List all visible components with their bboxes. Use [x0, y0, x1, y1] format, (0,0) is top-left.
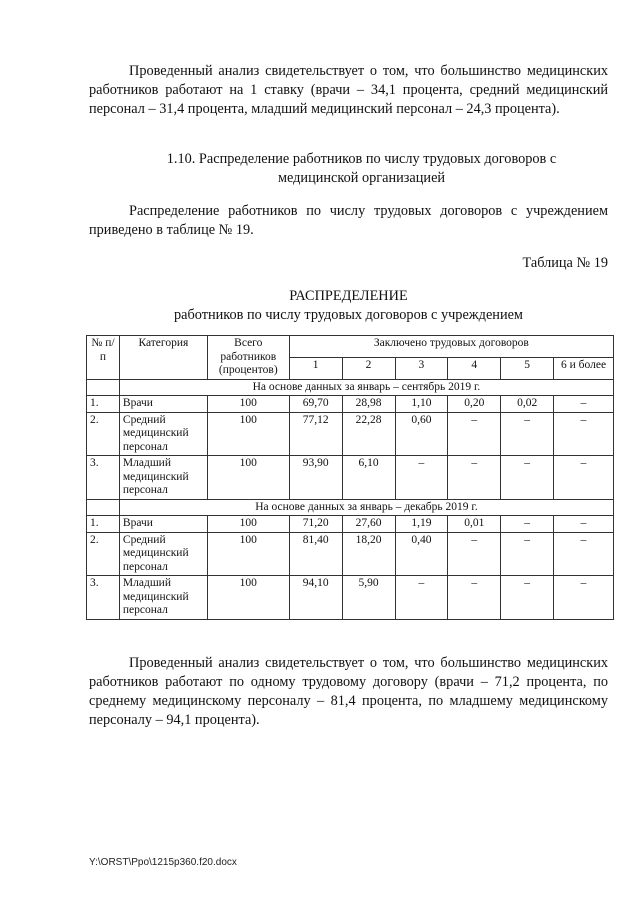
row-value: 0,01: [448, 516, 501, 533]
row-value: 71,20: [289, 516, 342, 533]
row-value: –: [554, 412, 614, 456]
header-total: Всего работников (процентов): [207, 336, 289, 380]
row-value: 18,20: [342, 532, 395, 576]
row-value: 77,12: [289, 412, 342, 456]
table-label: Таблица № 19: [522, 255, 608, 271]
row-num: 1.: [87, 396, 120, 413]
row-value: 27,60: [342, 516, 395, 533]
row-value: –: [501, 516, 554, 533]
header-contracts: Заключено трудовых договоров: [289, 336, 613, 358]
table-header-row: [87, 336, 614, 358]
row-value: 94,10: [289, 576, 342, 620]
row-num: 3.: [87, 576, 120, 620]
table-row: [87, 516, 614, 533]
section-paragraph: Распределение работников по числу трудовых договоров с учреждением приведено в таблице № 19.: [89, 203, 608, 238]
row-value: 0,20: [448, 396, 501, 413]
contract-col: 6 и более: [554, 357, 614, 379]
intro-paragraph: Проведенный анализ свидетельствует о том, что большинство медицинских работников работают на 1 ставку (врачи – 34,1 процента, средний медицинский персонал – 31,4 процента, младший медицинский персонал – 24,3 процента).: [89, 63, 608, 117]
row-total: 100: [207, 516, 289, 533]
row-num: 3.: [87, 456, 120, 500]
table-row: [87, 396, 614, 413]
row-category: Врачи: [119, 396, 207, 413]
row-num: 1.: [87, 516, 120, 533]
row-value: –: [554, 532, 614, 576]
period-label: На основе данных за январь – сентябрь 2019 г.: [119, 379, 613, 396]
row-total: 100: [207, 412, 289, 456]
row-value: 81,40: [289, 532, 342, 576]
footer-path: Y:\ORST\Ppo\1215p360.f20.docx: [89, 857, 237, 868]
row-num: 2.: [87, 412, 120, 456]
table-row: [87, 532, 614, 576]
table-row: [87, 456, 614, 500]
row-value: 22,28: [342, 412, 395, 456]
row-category: Младший медицинский персонал: [119, 576, 207, 620]
section-heading: [89, 150, 634, 188]
row-total: 100: [207, 396, 289, 413]
row-value: –: [554, 516, 614, 533]
contract-col: 2: [342, 357, 395, 379]
row-value: –: [501, 532, 554, 576]
row-value: –: [554, 456, 614, 500]
row-value: –: [501, 412, 554, 456]
row-value: –: [501, 456, 554, 500]
conclusion-paragraph: Проведенный анализ свидетельствует о том, что большинство медицинских работников работают по одному трудовому договору (врачи – 71,2 процента, по среднему медицинскому персоналу – 81,4 процента, по младшему медицинскому персоналу – 94,1 процента).: [89, 655, 608, 728]
period-label: На основе данных за январь – декабрь 2019 г.: [119, 499, 613, 516]
row-value: –: [448, 576, 501, 620]
row-value: –: [554, 576, 614, 620]
table-subtitle: работников по числу трудовых договоров с учреждением: [174, 307, 523, 323]
table-row: [87, 412, 614, 456]
row-total: 100: [207, 456, 289, 500]
row-value: 69,70: [289, 396, 342, 413]
period-row: [87, 379, 614, 396]
table-title: РАСПРЕДЕЛЕНИЕ: [289, 288, 408, 304]
row-value: 1,19: [395, 516, 448, 533]
section-heading-line1: 1.10. Распределение работников по числу трудовых договоров с: [166, 151, 557, 167]
row-value: –: [395, 456, 448, 500]
row-value: 5,90: [342, 576, 395, 620]
row-value: 0,40: [395, 532, 448, 576]
contract-col: 4: [448, 357, 501, 379]
row-total: 100: [207, 532, 289, 576]
header-category: Категория: [119, 336, 207, 380]
row-value: 28,98: [342, 396, 395, 413]
row-category: Младший медицинский персонал: [119, 456, 207, 500]
section-heading-line2: медицинской организацией: [277, 170, 446, 186]
row-value: –: [501, 576, 554, 620]
row-value: –: [554, 396, 614, 413]
contract-col: 1: [289, 357, 342, 379]
row-category: Врачи: [119, 516, 207, 533]
row-category: Средний медицинский персонал: [119, 532, 207, 576]
row-value: 0,60: [395, 412, 448, 456]
row-value: 0,02: [501, 396, 554, 413]
table-title-block: [89, 287, 608, 325]
row-value: 6,10: [342, 456, 395, 500]
contract-col: 3: [395, 357, 448, 379]
row-num: 2.: [87, 532, 120, 576]
distribution-table: [86, 335, 614, 620]
row-value: –: [448, 412, 501, 456]
row-category: Средний медицинский персонал: [119, 412, 207, 456]
table-row: [87, 576, 614, 620]
row-value: –: [395, 576, 448, 620]
contract-col: 5: [501, 357, 554, 379]
row-value: –: [448, 532, 501, 576]
period-row: [87, 499, 614, 516]
row-value: 1,10: [395, 396, 448, 413]
row-total: 100: [207, 576, 289, 620]
header-num: № п/п: [87, 336, 120, 380]
row-value: –: [448, 456, 501, 500]
row-value: 93,90: [289, 456, 342, 500]
